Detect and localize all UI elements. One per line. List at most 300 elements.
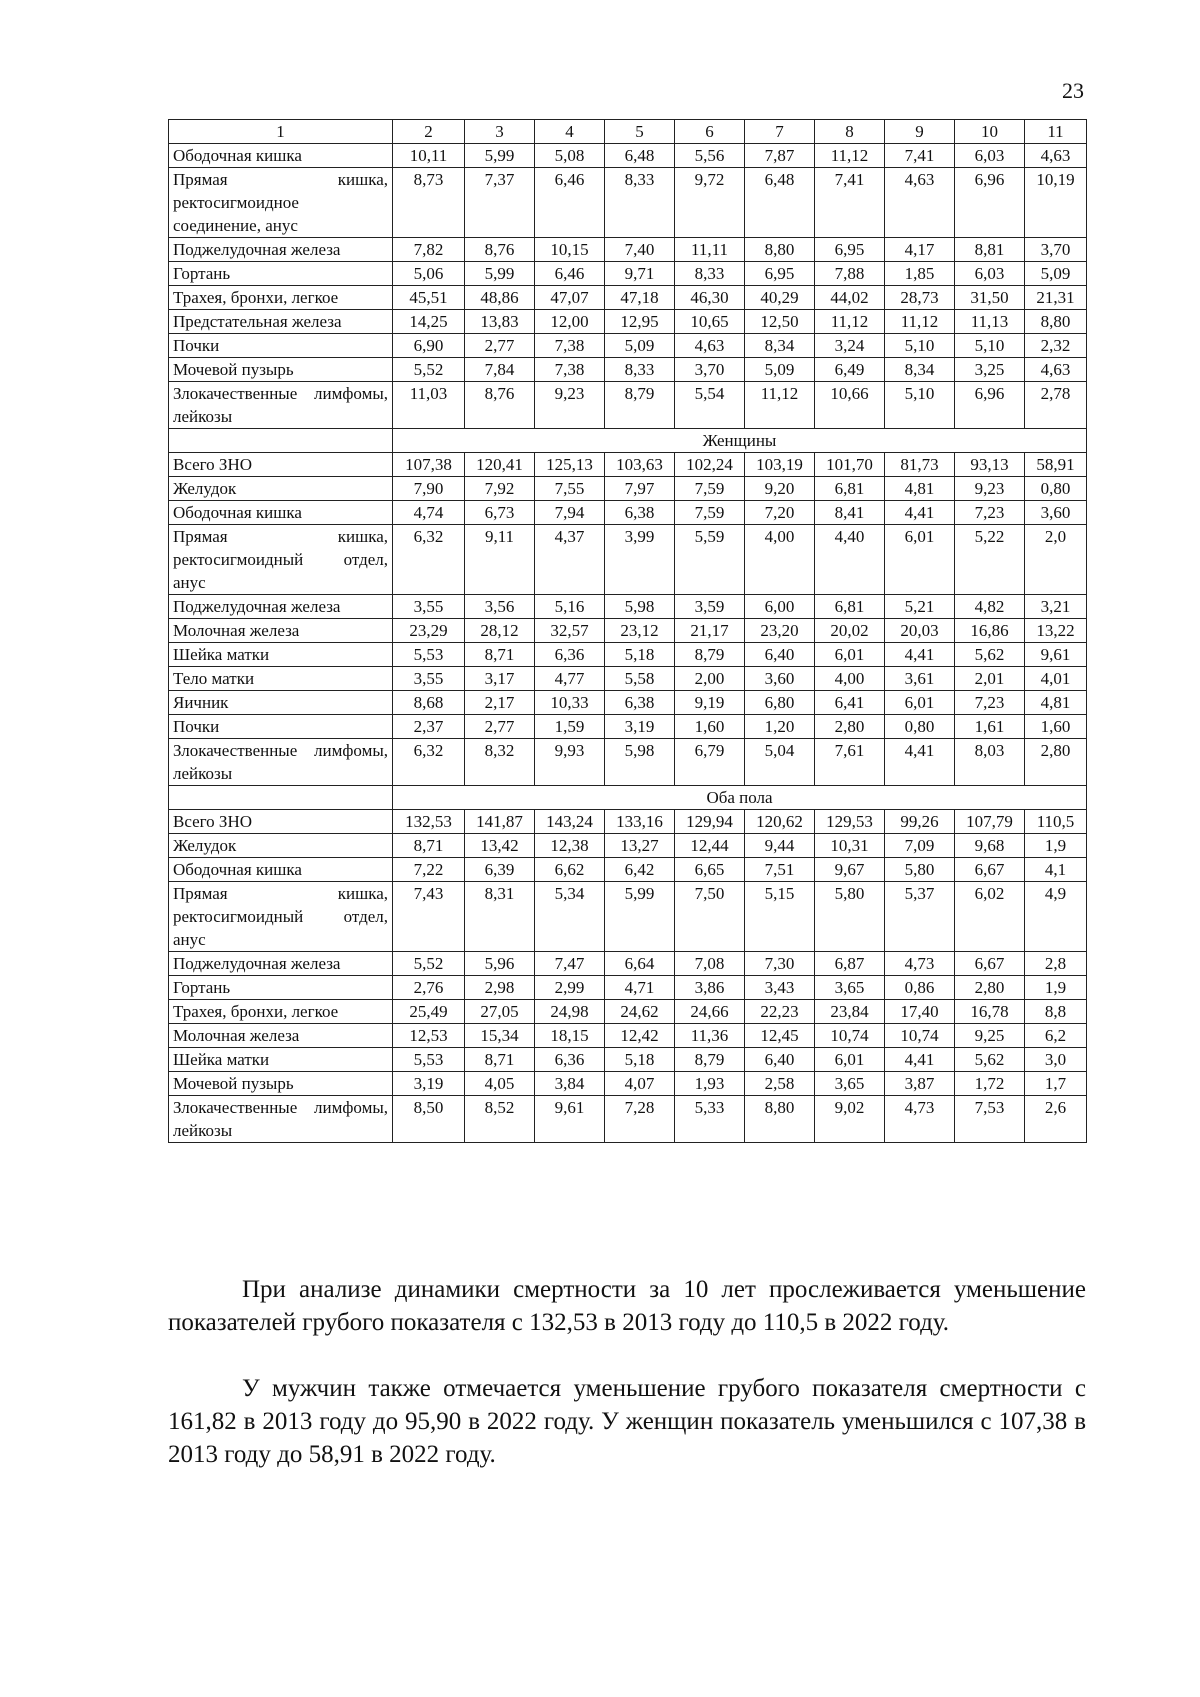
value-cell: 6,95 [815, 238, 885, 262]
value-cell: 4,81 [885, 477, 955, 501]
table-row [169, 1072, 1087, 1096]
value-cell: 3,24 [815, 334, 885, 358]
value-cell: 2,80 [1025, 739, 1087, 786]
value-cell: 2,6 [1025, 1096, 1087, 1143]
value-cell: 18,15 [535, 1024, 605, 1048]
value-cell: 5,56 [675, 144, 745, 168]
value-cell: 12,38 [535, 834, 605, 858]
value-cell: 5,59 [675, 525, 745, 595]
table-row [169, 1024, 1087, 1048]
value-cell: 1,60 [1025, 715, 1087, 739]
row-label: Ободочная кишка [169, 858, 393, 882]
value-cell: 5,54 [675, 382, 745, 429]
value-cell: 9,61 [1025, 643, 1087, 667]
column-header: 7 [745, 120, 815, 144]
value-cell: 5,52 [393, 358, 465, 382]
row-label: Яичник [169, 691, 393, 715]
table-header-row [169, 120, 1087, 144]
value-cell: 11,11 [675, 238, 745, 262]
value-cell: 23,84 [815, 1000, 885, 1024]
row-label: Почки [169, 715, 393, 739]
value-cell: 5,09 [1025, 262, 1087, 286]
value-cell: 3,19 [393, 1072, 465, 1096]
value-cell: 46,30 [675, 286, 745, 310]
column-header: 3 [465, 120, 535, 144]
value-cell: 12,00 [535, 310, 605, 334]
value-cell: 2,0 [1025, 525, 1087, 595]
value-cell: 28,12 [465, 619, 535, 643]
table-row [169, 715, 1087, 739]
row-label: Молочная железа [169, 619, 393, 643]
value-cell: 4,9 [1025, 882, 1087, 952]
value-cell: 6,01 [885, 525, 955, 595]
section-label: Женщины [393, 429, 1087, 453]
value-cell: 8,71 [393, 834, 465, 858]
value-cell: 13,22 [1025, 619, 1087, 643]
value-cell: 9,20 [745, 477, 815, 501]
value-cell: 101,70 [815, 453, 885, 477]
value-cell: 9,23 [955, 477, 1025, 501]
row-label: Тело матки [169, 667, 393, 691]
value-cell: 3,59 [675, 595, 745, 619]
value-cell: 7,41 [885, 144, 955, 168]
value-cell: 6,48 [745, 168, 815, 238]
value-cell: 6,64 [605, 952, 675, 976]
section-empty-cell [169, 786, 393, 810]
table-row [169, 525, 1087, 595]
value-cell: 5,96 [465, 952, 535, 976]
value-cell: 6,00 [745, 595, 815, 619]
table-row [169, 976, 1087, 1000]
value-cell: 44,02 [815, 286, 885, 310]
value-cell: 7,59 [675, 501, 745, 525]
value-cell: 2,77 [465, 334, 535, 358]
value-cell: 6,46 [535, 168, 605, 238]
value-cell: 3,65 [815, 976, 885, 1000]
row-label: Молочная железа [169, 1024, 393, 1048]
value-cell: 6,67 [955, 858, 1025, 882]
mortality-table [168, 119, 1087, 1143]
value-cell: 6,32 [393, 525, 465, 595]
value-cell: 12,95 [605, 310, 675, 334]
value-cell: 3,21 [1025, 595, 1087, 619]
value-cell: 5,08 [535, 144, 605, 168]
column-header: 2 [393, 120, 465, 144]
value-cell: 2,77 [465, 715, 535, 739]
value-cell: 4,1 [1025, 858, 1087, 882]
value-cell: 4,82 [955, 595, 1025, 619]
value-cell: 7,08 [675, 952, 745, 976]
paragraph-2 [168, 1372, 1086, 1471]
value-cell: 4,74 [393, 501, 465, 525]
value-cell: 3,70 [1025, 238, 1087, 262]
value-cell: 4,01 [1025, 667, 1087, 691]
value-cell: 20,03 [885, 619, 955, 643]
value-cell: 7,87 [745, 144, 815, 168]
table-row [169, 1096, 1087, 1143]
section-label: Оба пола [393, 786, 1087, 810]
value-cell: 24,66 [675, 1000, 745, 1024]
value-cell: 5,99 [465, 262, 535, 286]
value-cell: 11,12 [885, 310, 955, 334]
row-label: Ободочная кишка [169, 501, 393, 525]
value-cell: 1,72 [955, 1072, 1025, 1096]
value-cell: 11,03 [393, 382, 465, 429]
value-cell: 7,40 [605, 238, 675, 262]
row-label: Всего ЗНО [169, 453, 393, 477]
value-cell: 8,32 [465, 739, 535, 786]
value-cell: 45,51 [393, 286, 465, 310]
value-cell: 6,01 [815, 1048, 885, 1072]
value-cell: 31,50 [955, 286, 1025, 310]
value-cell: 6,01 [885, 691, 955, 715]
value-cell: 133,16 [605, 810, 675, 834]
row-label: Гортань [169, 262, 393, 286]
row-label: Трахея, бронхи, легкое [169, 286, 393, 310]
value-cell: 4,71 [605, 976, 675, 1000]
value-cell: 9,23 [535, 382, 605, 429]
value-cell: 9,02 [815, 1096, 885, 1143]
value-cell: 8,31 [465, 882, 535, 952]
value-cell: 8,50 [393, 1096, 465, 1143]
table-row [169, 477, 1087, 501]
value-cell: 3,55 [393, 595, 465, 619]
value-cell: 8,33 [605, 168, 675, 238]
value-cell: 7,09 [885, 834, 955, 858]
value-cell: 6,49 [815, 358, 885, 382]
value-cell: 6,41 [815, 691, 885, 715]
value-cell: 3,55 [393, 667, 465, 691]
row-label: Гортань [169, 976, 393, 1000]
value-cell: 4,00 [815, 667, 885, 691]
value-cell: 5,34 [535, 882, 605, 952]
value-cell: 103,63 [605, 453, 675, 477]
value-cell: 6,36 [535, 643, 605, 667]
value-cell: 2,78 [1025, 382, 1087, 429]
value-cell: 7,23 [955, 501, 1025, 525]
value-cell: 5,22 [955, 525, 1025, 595]
value-cell: 6,03 [955, 144, 1025, 168]
value-cell: 8,76 [465, 382, 535, 429]
value-cell: 8,80 [745, 1096, 815, 1143]
value-cell: 5,10 [885, 334, 955, 358]
section-row [169, 786, 1087, 810]
value-cell: 6,80 [745, 691, 815, 715]
value-cell: 8,81 [955, 238, 1025, 262]
value-cell: 48,86 [465, 286, 535, 310]
value-cell: 6,96 [955, 168, 1025, 238]
value-cell: 32,57 [535, 619, 605, 643]
value-cell: 3,0 [1025, 1048, 1087, 1072]
row-label: Прямая кишка, ректосигмоидное соединение, анус [169, 168, 393, 238]
row-label: Почки [169, 334, 393, 358]
value-cell: 8,33 [605, 358, 675, 382]
value-cell: 4,41 [885, 739, 955, 786]
row-label: Шейка матки [169, 643, 393, 667]
value-cell: 3,61 [885, 667, 955, 691]
value-cell: 5,58 [605, 667, 675, 691]
value-cell: 5,21 [885, 595, 955, 619]
value-cell: 6,81 [815, 595, 885, 619]
value-cell: 8,52 [465, 1096, 535, 1143]
row-label: Желудок [169, 834, 393, 858]
value-cell: 3,70 [675, 358, 745, 382]
table-row [169, 739, 1087, 786]
value-cell: 4,41 [885, 643, 955, 667]
value-cell: 7,97 [605, 477, 675, 501]
value-cell: 2,98 [465, 976, 535, 1000]
value-cell: 7,50 [675, 882, 745, 952]
value-cell: 10,31 [815, 834, 885, 858]
value-cell: 8,76 [465, 238, 535, 262]
value-cell: 4,63 [1025, 144, 1087, 168]
value-cell: 3,25 [955, 358, 1025, 382]
value-cell: 8,33 [675, 262, 745, 286]
value-cell: 0,86 [885, 976, 955, 1000]
value-cell: 8,34 [885, 358, 955, 382]
value-cell: 3,86 [675, 976, 745, 1000]
value-cell: 4,73 [885, 952, 955, 976]
value-cell: 3,99 [605, 525, 675, 595]
value-cell: 10,19 [1025, 168, 1087, 238]
value-cell: 120,41 [465, 453, 535, 477]
value-cell: 8,8 [1025, 1000, 1087, 1024]
value-cell: 3,19 [605, 715, 675, 739]
value-cell: 7,38 [535, 358, 605, 382]
section-row [169, 429, 1087, 453]
value-cell: 4,17 [885, 238, 955, 262]
table-row [169, 262, 1087, 286]
value-cell: 23,20 [745, 619, 815, 643]
value-cell: 6,40 [745, 1048, 815, 1072]
value-cell: 5,33 [675, 1096, 745, 1143]
value-cell: 10,74 [885, 1024, 955, 1048]
value-cell: 9,68 [955, 834, 1025, 858]
value-cell: 7,23 [955, 691, 1025, 715]
value-cell: 9,19 [675, 691, 745, 715]
value-cell: 15,34 [465, 1024, 535, 1048]
value-cell: 4,41 [885, 501, 955, 525]
value-cell: 40,29 [745, 286, 815, 310]
table-row [169, 358, 1087, 382]
value-cell: 2,37 [393, 715, 465, 739]
value-cell: 5,98 [605, 595, 675, 619]
value-cell: 6,67 [955, 952, 1025, 976]
value-cell: 1,93 [675, 1072, 745, 1096]
value-cell: 2,32 [1025, 334, 1087, 358]
value-cell: 4,00 [745, 525, 815, 595]
value-cell: 6,73 [465, 501, 535, 525]
value-cell: 7,37 [465, 168, 535, 238]
value-cell: 7,90 [393, 477, 465, 501]
value-cell: 16,78 [955, 1000, 1025, 1024]
value-cell: 81,73 [885, 453, 955, 477]
value-cell: 9,93 [535, 739, 605, 786]
value-cell: 5,99 [465, 144, 535, 168]
row-label: Предстательная железа [169, 310, 393, 334]
column-header: 1 [169, 120, 393, 144]
value-cell: 1,7 [1025, 1072, 1087, 1096]
value-cell: 24,98 [535, 1000, 605, 1024]
value-cell: 8,79 [605, 382, 675, 429]
value-cell: 7,61 [815, 739, 885, 786]
value-cell: 5,52 [393, 952, 465, 976]
value-cell: 7,28 [605, 1096, 675, 1143]
column-header: 5 [605, 120, 675, 144]
value-cell: 24,62 [605, 1000, 675, 1024]
value-cell: 7,82 [393, 238, 465, 262]
table-row [169, 286, 1087, 310]
value-cell: 6,65 [675, 858, 745, 882]
value-cell: 6,39 [465, 858, 535, 882]
value-cell: 10,65 [675, 310, 745, 334]
table-row [169, 643, 1087, 667]
value-cell: 7,53 [955, 1096, 1025, 1143]
value-cell: 9,67 [815, 858, 885, 882]
value-cell: 11,36 [675, 1024, 745, 1048]
value-cell: 5,37 [885, 882, 955, 952]
value-cell: 5,62 [955, 643, 1025, 667]
row-label: Поджелудочная железа [169, 238, 393, 262]
value-cell: 129,94 [675, 810, 745, 834]
value-cell: 4,07 [605, 1072, 675, 1096]
value-cell: 11,12 [815, 144, 885, 168]
value-cell: 23,12 [605, 619, 675, 643]
value-cell: 8,68 [393, 691, 465, 715]
value-cell: 5,04 [745, 739, 815, 786]
value-cell: 47,18 [605, 286, 675, 310]
value-cell: 8,80 [745, 238, 815, 262]
value-cell: 12,42 [605, 1024, 675, 1048]
value-cell: 6,46 [535, 262, 605, 286]
table-row [169, 952, 1087, 976]
column-header: 4 [535, 120, 605, 144]
value-cell: 6,79 [675, 739, 745, 786]
value-cell: 11,12 [815, 310, 885, 334]
value-cell: 6,62 [535, 858, 605, 882]
value-cell: 2,80 [955, 976, 1025, 1000]
value-cell: 8,79 [675, 1048, 745, 1072]
column-header: 9 [885, 120, 955, 144]
value-cell: 6,03 [955, 262, 1025, 286]
value-cell: 110,5 [1025, 810, 1087, 834]
table-row [169, 238, 1087, 262]
value-cell: 4,41 [885, 1048, 955, 1072]
value-cell: 6,36 [535, 1048, 605, 1072]
value-cell: 3,84 [535, 1072, 605, 1096]
value-cell: 5,18 [605, 1048, 675, 1072]
value-cell: 1,61 [955, 715, 1025, 739]
table-row [169, 1000, 1087, 1024]
value-cell: 11,12 [745, 382, 815, 429]
value-cell: 12,53 [393, 1024, 465, 1048]
table-row [169, 334, 1087, 358]
value-cell: 4,81 [1025, 691, 1087, 715]
row-label: Поджелудочная железа [169, 595, 393, 619]
value-cell: 9,71 [605, 262, 675, 286]
value-cell: 132,53 [393, 810, 465, 834]
value-cell: 93,13 [955, 453, 1025, 477]
value-cell: 99,26 [885, 810, 955, 834]
paragraph-1 [168, 1273, 1086, 1339]
value-cell: 5,09 [605, 334, 675, 358]
table-row [169, 1048, 1087, 1072]
value-cell: 7,41 [815, 168, 885, 238]
value-cell: 1,9 [1025, 976, 1087, 1000]
value-cell: 58,91 [1025, 453, 1087, 477]
value-cell: 6,38 [605, 691, 675, 715]
table-row [169, 619, 1087, 643]
value-cell: 6,42 [605, 858, 675, 882]
value-cell: 10,66 [815, 382, 885, 429]
value-cell: 3,60 [745, 667, 815, 691]
value-cell: 25,49 [393, 1000, 465, 1024]
value-cell: 107,79 [955, 810, 1025, 834]
value-cell: 4,63 [885, 168, 955, 238]
row-label: Мочевой пузырь [169, 358, 393, 382]
column-header: 8 [815, 120, 885, 144]
value-cell: 10,74 [815, 1024, 885, 1048]
value-cell: 11,13 [955, 310, 1025, 334]
value-cell: 8,71 [465, 1048, 535, 1072]
value-cell: 129,53 [815, 810, 885, 834]
value-cell: 9,11 [465, 525, 535, 595]
table-row [169, 382, 1087, 429]
table-row [169, 858, 1087, 882]
value-cell: 2,58 [745, 1072, 815, 1096]
value-cell: 2,17 [465, 691, 535, 715]
value-cell: 7,94 [535, 501, 605, 525]
value-cell: 6,81 [815, 477, 885, 501]
value-cell: 10,11 [393, 144, 465, 168]
section-empty-cell [169, 429, 393, 453]
row-label: Всего ЗНО [169, 810, 393, 834]
value-cell: 4,37 [535, 525, 605, 595]
value-cell: 22,23 [745, 1000, 815, 1024]
value-cell: 7,88 [815, 262, 885, 286]
value-cell: 9,44 [745, 834, 815, 858]
value-cell: 1,85 [885, 262, 955, 286]
value-cell: 1,20 [745, 715, 815, 739]
table-row [169, 691, 1087, 715]
table-row [169, 810, 1087, 834]
value-cell: 7,20 [745, 501, 815, 525]
row-label: Трахея, бронхи, легкое [169, 1000, 393, 1024]
value-cell: 5,06 [393, 262, 465, 286]
value-cell: 8,41 [815, 501, 885, 525]
value-cell: 7,59 [675, 477, 745, 501]
value-cell: 5,99 [605, 882, 675, 952]
table-row [169, 168, 1087, 238]
value-cell: 5,15 [745, 882, 815, 952]
value-cell: 13,42 [465, 834, 535, 858]
value-cell: 9,61 [535, 1096, 605, 1143]
value-cell: 5,09 [745, 358, 815, 382]
row-label: Желудок [169, 477, 393, 501]
row-label: Злокачественные лимфомы, лейкозы [169, 382, 393, 429]
value-cell: 12,45 [745, 1024, 815, 1048]
value-cell: 0,80 [1025, 477, 1087, 501]
value-cell: 10,33 [535, 691, 605, 715]
paragraph-1-text: При анализе динамики смертности за 10 лет прослеживается уменьшение показателей грубого показателя с 132,53 в 2013 году до 110,5 в 2022 году. [168, 1276, 1086, 1336]
row-label: Мочевой пузырь [169, 1072, 393, 1096]
value-cell: 5,53 [393, 1048, 465, 1072]
value-cell: 8,79 [675, 643, 745, 667]
value-cell: 14,25 [393, 310, 465, 334]
row-label: Прямая кишка, ректосигмоидный отдел, анус [169, 525, 393, 595]
value-cell: 9,72 [675, 168, 745, 238]
value-cell: 1,60 [675, 715, 745, 739]
